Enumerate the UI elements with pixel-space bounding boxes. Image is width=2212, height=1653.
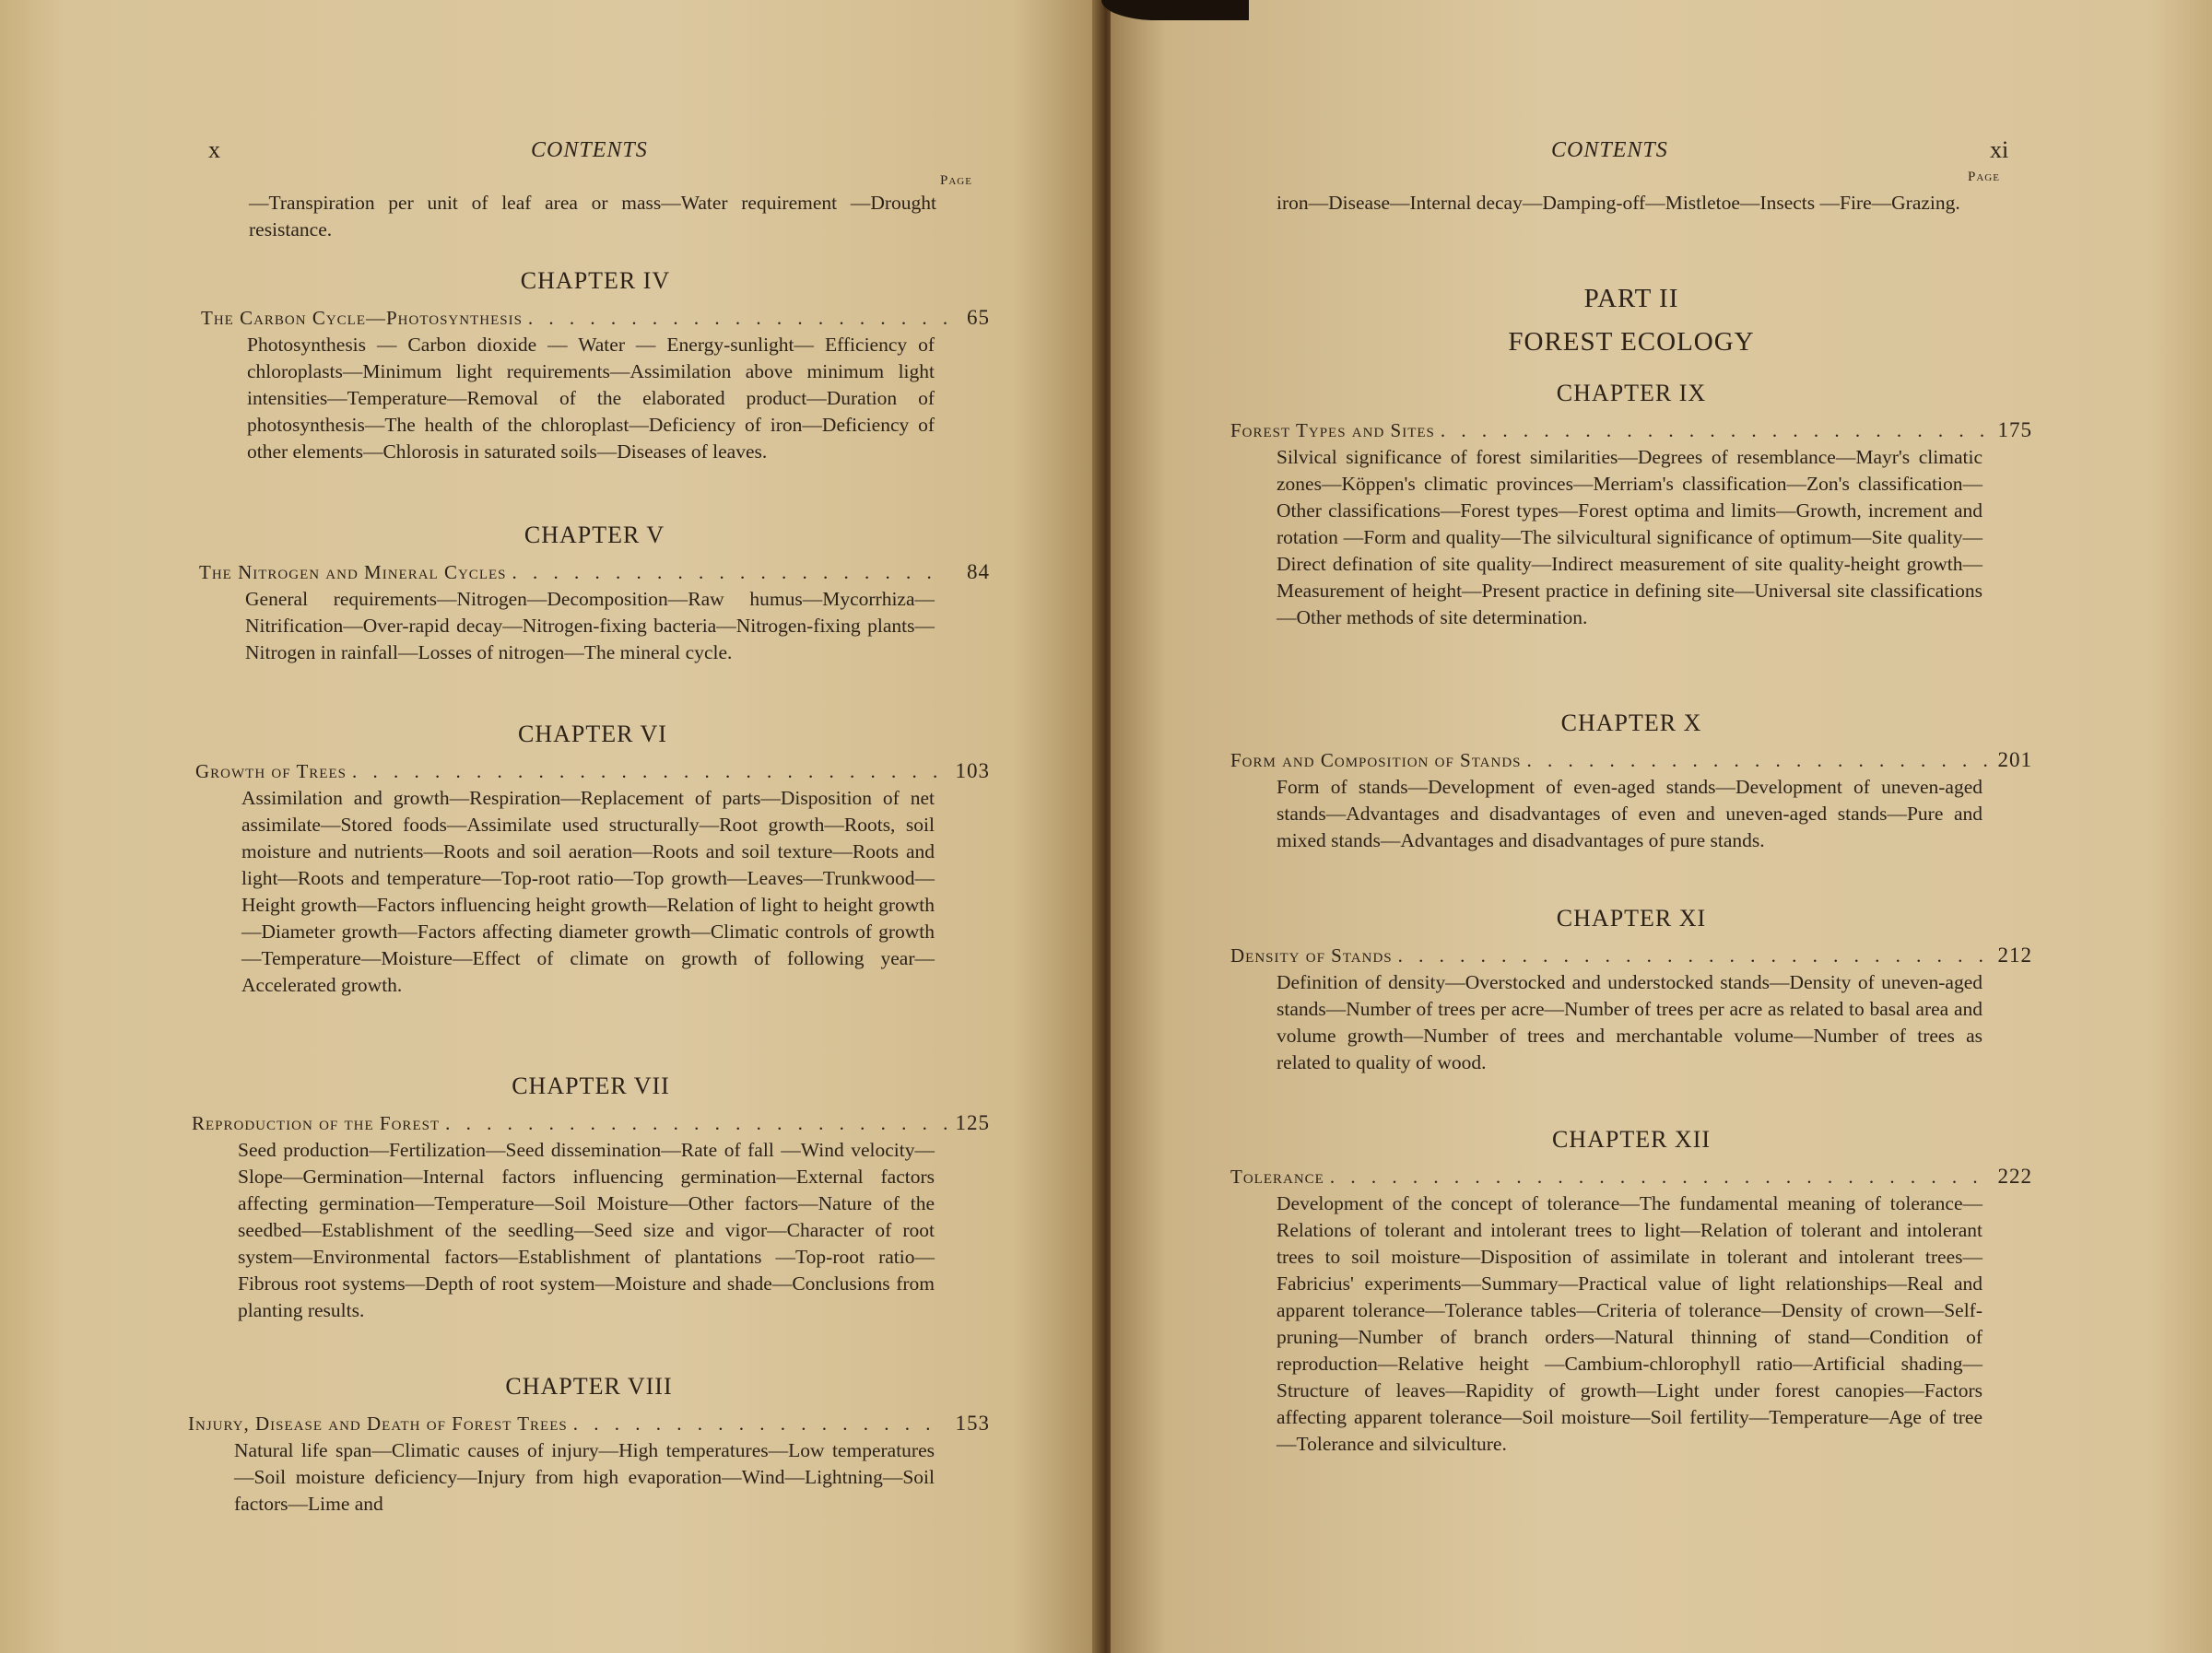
leader-dots [528,307,947,330]
entry-title: Reproduction of the Forest [192,1112,441,1134]
entry-title: Tolerance [1230,1166,1324,1188]
left-page-number: x [208,136,220,163]
chapter-xi [1230,905,2032,1076]
toc-entry-injury-disease[interactable] [188,1412,990,1436]
toc-entry-density[interactable] [1230,944,2032,967]
entry-description: Natural life span—Climatic causes of injury—High temperatures—Low temperatures—Soil moisture deficiency—Injury from high evaporation—Wind—Lightning—Soil factors—Lime and [234,1439,935,1515]
leader-dots [1527,749,1990,772]
entry-page: 103 [955,759,990,782]
right-continued-text: iron—Disease—Internal decay—Damping-off—Mistletoe—Insects —Fire—Grazing. [1277,192,1960,214]
leader-dots [573,1413,947,1436]
entry-description: Assimilation and growth—Respiration—Replacement of parts—Disposition of net assimilate—Stored foods—Assimilate used structurally—Root growth—Roots, soil moisture and nutrients—Roots and soil aeration—Roots and soil texture—Roots and light—Roots and temperature—Top-root ratio—Top growth—Leaves—Trunkwood—Height growth—Factors influencing height growth—Relation of light to height growth—Diameter growth—Factors affecting diameter growth—Climatic controls of growth—Temperature—Moisture—Effect of climate on growth of following year—Accelerated growth. [241,787,935,996]
entry-page: 222 [1997,1165,2032,1188]
entry-description: Definition of density—Overstocked and understocked stands—Density of uneven-aged stands—Number of trees per acre—Number of trees per acre as related to basal area and volume growth—Number of trees and merchantable volume—Number of trees as related to quality of wood. [1277,971,1983,1073]
left-page [0,0,1101,1653]
entry-page: 65 [967,306,990,329]
entry-page: 212 [1997,944,2032,967]
leader-dots [1330,1166,1990,1189]
chapter-heading: CHAPTER XI [1556,905,1707,932]
chapter-ix [1230,380,2032,631]
chapter-x [1230,709,2032,854]
left-continued [206,188,999,243]
entry-description: Development of the concept of tolerance—The fundamental meaning of tolerance—Relations of tolerant and intolerant trees to light—Relation of tolerant and intolerant trees to soil moisture—Disposition of assimilate in tolerant and intolerant trees—Fabricius' experiments—Summary—Practical value of light relationships—Real and apparent tolerance—Tolerance tables—Criteria of tolerance—Density of crown—Self-pruning—Number of branch orders—Natural thinning of stand—Condition of reproduction—Relative height —Cambium-chlorophyll ratio—Artificial shading—Structure of leaves—Rapidity of growth—Light under forest canopies—Factors affecting apparent tolerance—Soil moisture—Soil fertility—Temperature—Age of tree—Tolerance and silviculture. [1277,1192,1983,1455]
entry-title: Density of Stands [1230,944,1393,967]
entry-title: Forest Types and Sites [1230,419,1435,441]
chapter-heading: CHAPTER IV [520,267,671,294]
entry-page: 153 [955,1412,990,1435]
entry-description: Seed production—Fertilization—Seed dissemination—Rate of fall —Wind velocity—Slope—Germination—Internal factors influencing germination—External factors affecting germination—Temperature—Soil Moisture—Other factors—Nature of the seedbed—Establishment of the seedling—Seed size and vigor—Character of root system—Environmental factors—Establishment of plantations —Top-root ratio—Fibrous root systems—Depth of root system—Moisture and shade—Conclusions from planting results. [238,1139,935,1321]
leader-dots [352,760,947,783]
chapter-vi [195,721,990,999]
leader-dots [1441,419,1990,442]
part-title: FOREST ECOLOGY [1508,327,1755,357]
right-continued [1230,188,2032,217]
entry-page: 201 [1997,748,2032,771]
toc-entry-reproduction[interactable] [192,1111,990,1135]
left-page-label: Page [940,173,972,188]
leader-dots [445,1112,947,1135]
chapter-v [199,522,990,666]
entry-description: Form of stands—Development of even-aged stands—Development of uneven-aged stands—Advantages and disadvantages of even and uneven-aged stands—Pure and mixed stands—Advantages and disadvantages of pure stands. [1277,776,1983,851]
chapter-heading: CHAPTER VI [518,721,667,747]
right-page [1111,0,2212,1653]
right-running-title: CONTENTS [1551,138,1668,162]
entry-title: Injury, Disease and Death of Forest Trees [188,1413,568,1435]
entry-page: 125 [955,1111,990,1134]
left-continued-text: —Transpiration per unit of leaf area or mass—Water requirement —Drought resistance. [249,192,936,240]
part-ii [1230,284,2032,358]
entry-title: The Nitrogen and Mineral Cycles [199,561,507,583]
toc-entry-forest-types[interactable] [1230,418,2032,442]
chapter-heading: CHAPTER IX [1556,380,1707,406]
chapter-heading: CHAPTER XII [1551,1126,1712,1153]
chapter-iv [201,267,990,465]
chapter-vii [192,1073,990,1324]
part-heading: PART II [1583,284,1679,313]
chapter-heading: CHAPTER X [1560,709,1702,736]
right-page-label: Page [1968,170,2000,184]
toc-entry-nitrogen-cycles[interactable] [199,560,990,584]
entry-page: 84 [967,560,990,583]
entry-title: The Carbon Cycle—Photosynthesis [201,307,523,329]
entry-description: Photosynthesis — Carbon dioxide — Water — Energy-sunlight— Efficiency of chloroplasts—Minimum light requirements—Assimilation above minimum light intensities—Temperature—Removal of the elaborated product—Duration of photosynthesis—The health of the chloroplast—Deficiency of iron—Deficiency of other elements—Chlorosis in saturated soils—Diseases of leaves. [247,334,935,463]
toc-entry-carbon-cycle[interactable] [201,306,990,330]
leader-dots [1398,944,1990,967]
leader-dots [512,561,947,584]
chapter-heading: CHAPTER V [524,522,665,548]
entry-page: 175 [1997,418,2032,441]
toc-entry-growth-of-trees[interactable] [195,759,990,783]
chapter-viii [188,1373,990,1518]
left-running-title: CONTENTS [531,138,648,162]
chapter-heading: CHAPTER VII [512,1073,670,1099]
entry-title: Form and Composition of Stands [1230,749,1522,771]
chapter-xii [1230,1126,2032,1458]
toc-entry-tolerance[interactable] [1230,1165,2032,1189]
toc-entry-form-composition[interactable] [1230,748,2032,772]
right-page-number: xi [1990,136,2009,163]
entry-description: General requirements—Nitrogen—Decomposition—Raw humus—Mycorrhiza—Nitrification—Over-rapid decay—Nitrogen-fixing bacteria—Nitrogen-fixing plants—Nitrogen in rainfall—Losses of nitrogen—The mineral cycle. [245,588,935,663]
chapter-heading: CHAPTER VIII [505,1373,673,1400]
entry-title: Growth of Trees [195,760,347,782]
entry-description: Silvical significance of forest similarities—Degrees of resemblance—Mayr's climatic zones—Köppen's climatic provinces—Merriam's classification—Zon's classification—Other classifications—Forest types—Forest optima and limits—Growth, increment and rotation —Form and quality—The silvicultural significance of optimum—Site quality—Direct defination of site quality—Indirect measurement of site quality-height growth—Measurement of height—Present practice in defining site—Universal site classifications—Other methods of site determination. [1277,446,1983,628]
